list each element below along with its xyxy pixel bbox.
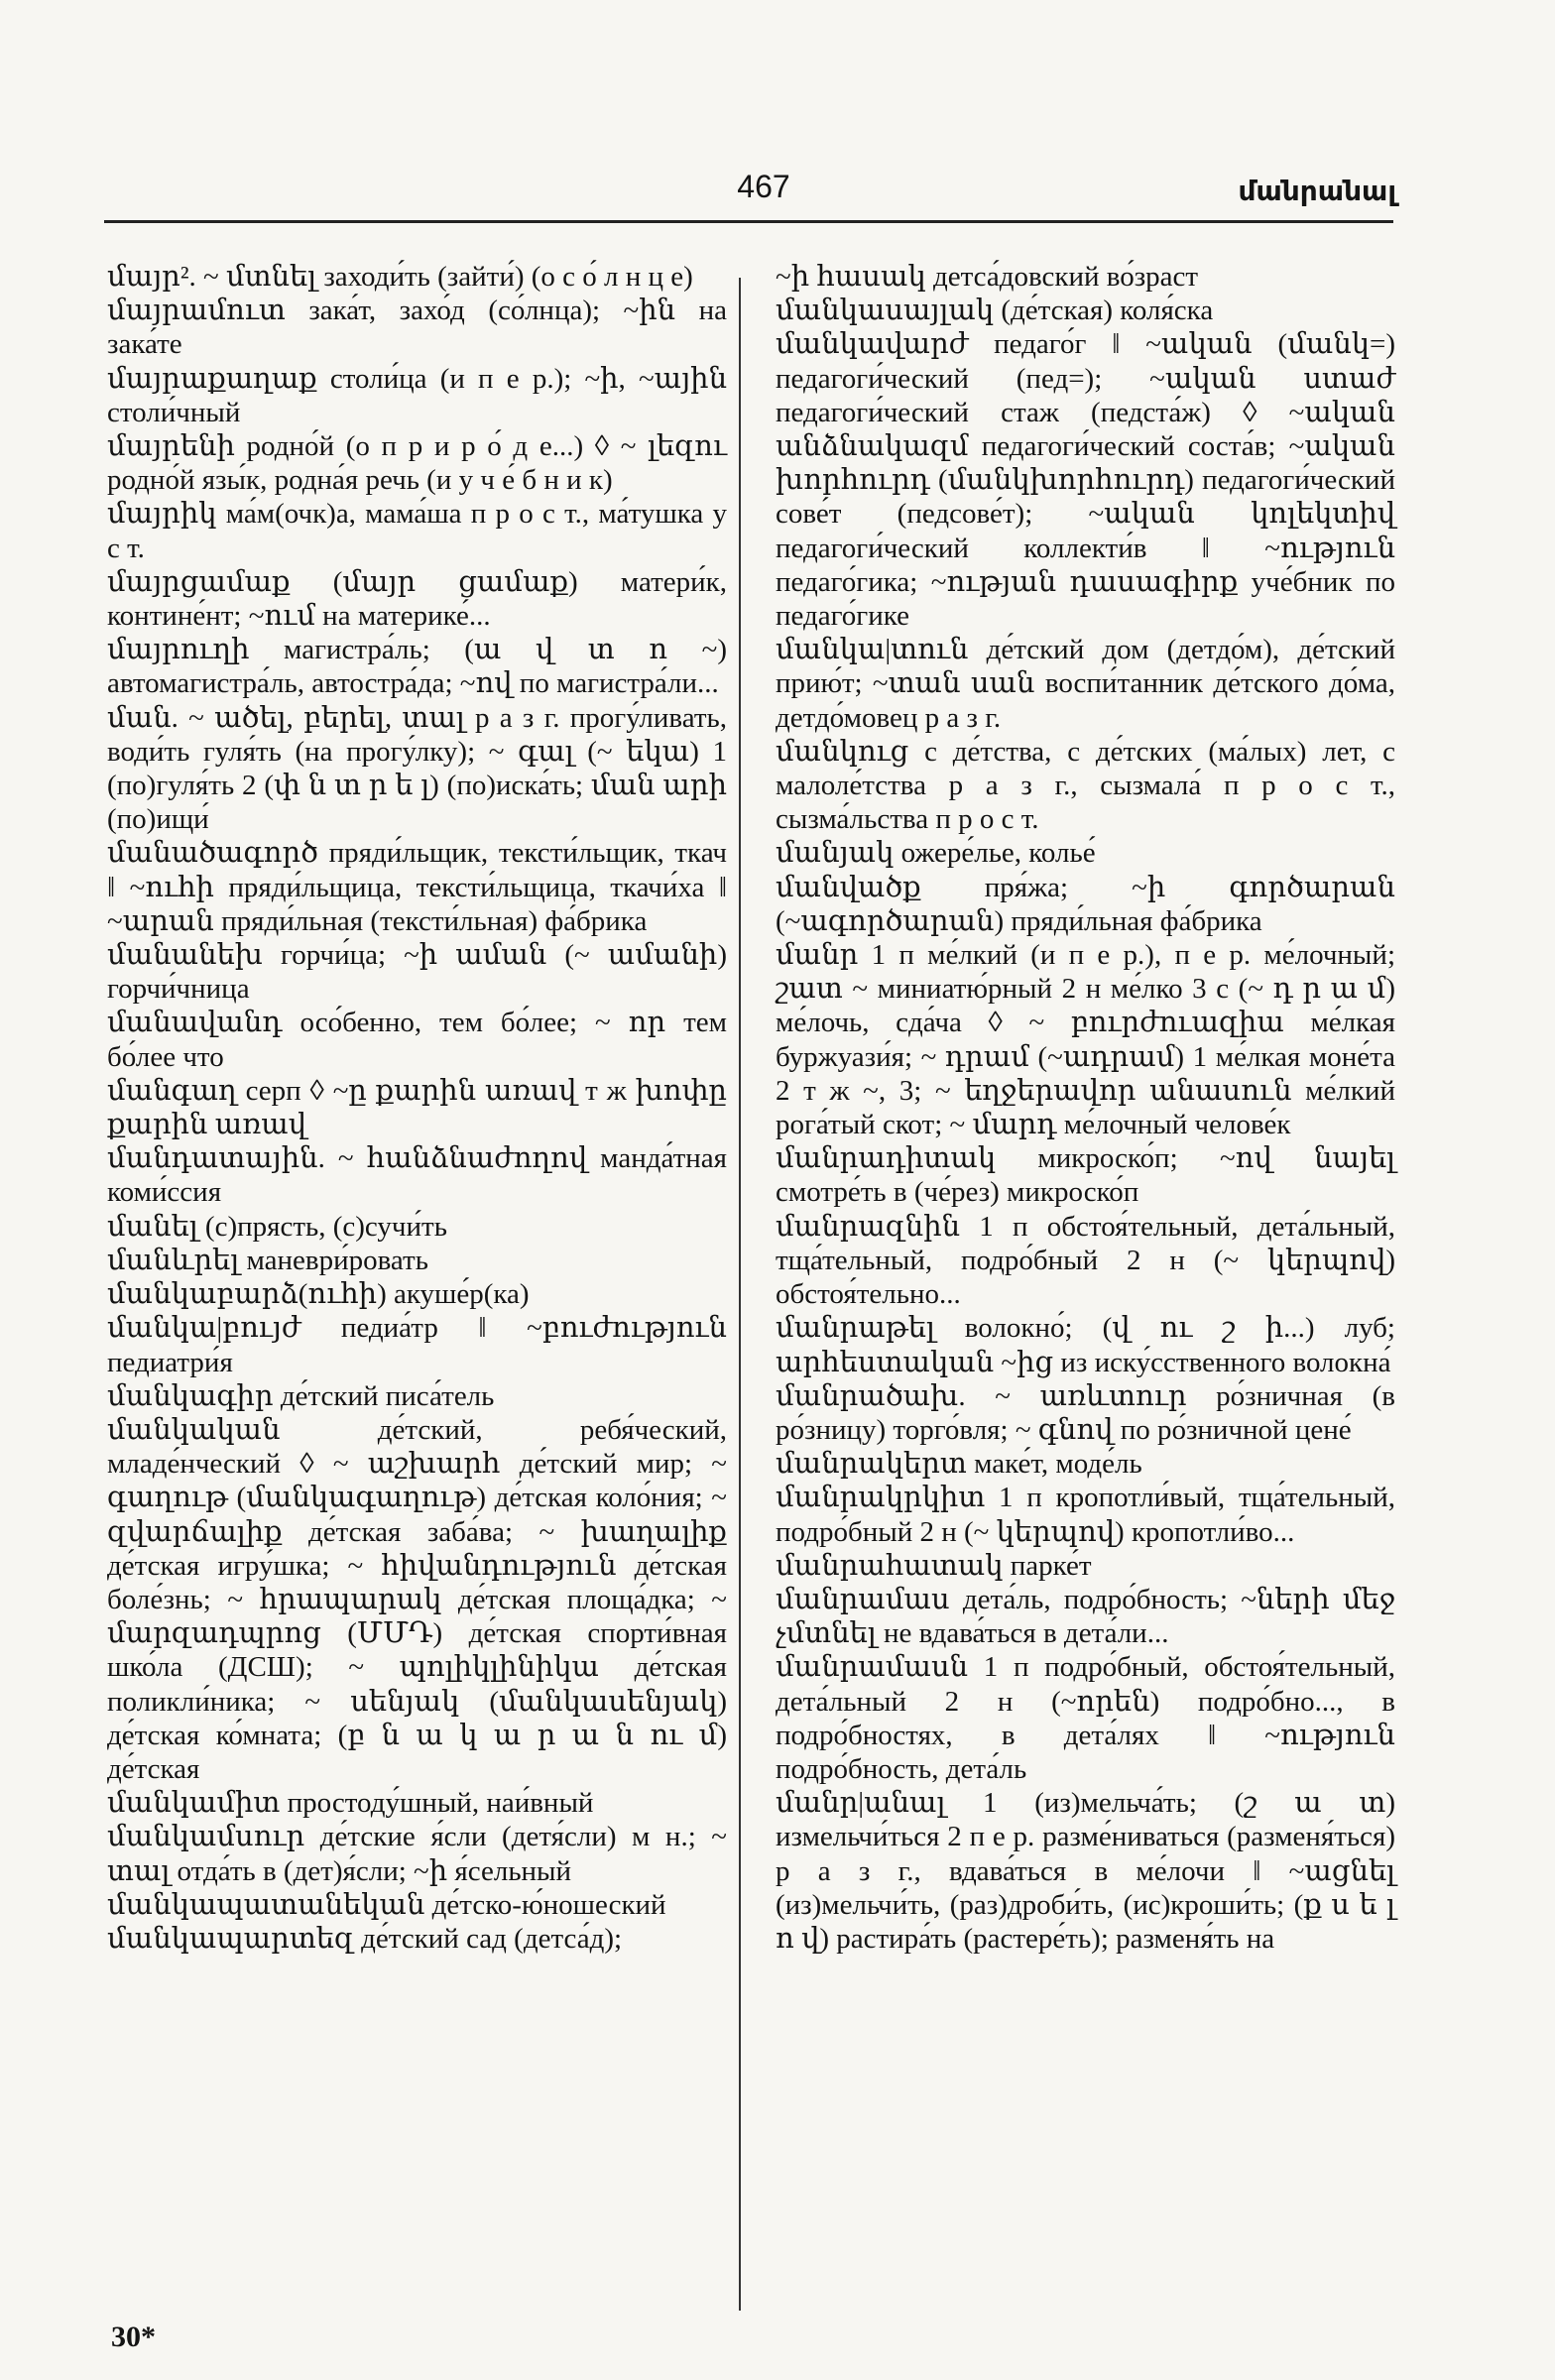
dictionary-entry: մանել (с)прясть, (с)сучи́ть <box>107 1210 447 1243</box>
dictionary-entry: մայրամուտ зака́т, захо́д (со́лнца); ~ին на зака́те <box>107 295 727 361</box>
header-rule <box>104 220 1393 223</box>
dictionary-entry: մանրածախ. ~ առևտուր ро́зничная (в ро́зницу) торго́вля; ~ գնով по ро́зничной цене́ <box>776 1379 1395 1446</box>
dictionary-entry: մայրուղի магистра́ль; (ա վ տ ո ~) автомагистра́ль, автостра́да; ~ով по магистра́ли... <box>107 634 727 700</box>
dictionary-entry: մայրաքաղաք столи́ца (и п е р.); ~ի, ~ային столи́чный <box>107 362 727 428</box>
dictionary-entry: մանկապարտեզ де́тский сад (детса́д); <box>107 1922 623 1955</box>
dictionary-entry: մանկա|տուն де́тский дом (детдо́м), де́тский прию́т; ~տան սան воспи́танник де́тского до́ма, детдо́мовец р а з г. <box>776 634 1395 734</box>
dictionary-entry: մայրիկ ма́м(очк)а, мама́ша п р о с т., ма́тушка у с т. <box>107 498 727 564</box>
dictionary-entry: մանվածք пря́жа; ~ի գործարան (~ագործարան) пряди́льная фа́брика <box>776 871 1395 937</box>
dictionary-entry: մանածագործ пряди́льщик, тексти́льщик, ткач ‖ ~ուհի пряди́льщица, тексти́льщица, ткачи́ха ‖ ~արան пряди́льная (тексти́льная) фа́брика <box>107 837 727 937</box>
running-head: մանրանալ <box>1238 175 1396 207</box>
dictionary-entry: մանկական де́тский, ребя́ческий, младе́нческий ◊ ~ աշխարհ де́тский мир; ~ գաղութ (մանկագաղութ) де́тская коло́ния; ~ զվարճալիք де́тская заба́ва; ~ խաղալիք де́тская игру́шка; ~ հիվանդություն де́тская боле́знь; ~ հրապարակ де́тская площа́дка; ~ մարզադպրոց (ՄՄԴ) де́тская спорти́вная шко́ла (ДСШ); ~ պոլիկլինիկա де́тская поликли́ника; ~ սենյակ (մանկասենյակ) де́тская ко́мната; (բ ն ա կ ա ր ա ն ու մ) де́тская <box>107 1413 727 1785</box>
dictionary-entry: մանյակ ожере́лье, колье́ <box>776 837 1096 870</box>
dictionary-entry: մանգաղ серп ◊ ~ը քարին առավ т ж խոփը քարին առավ <box>107 1074 727 1141</box>
dictionary-entry: մանր 1 п ме́лкий (и п е р.), п е р. ме́лочный; շատ ~ миниатю́рный 2 н ме́лко 3 с (~ դ ր ա մ) ме́лочь, сда́ча ◊ ~ բուրժուազիա ме́лкая буржуази́я; ~ դրամ (~ադրամ) 1 ме́лкая моне́та 2 т ж ~, 3; ~ եղջերավոր անասուն ме́лкий рога́тый скот; ~ մարդ ме́лочный челове́к <box>776 939 1395 1141</box>
dictionary-entry: մանրադիտակ микроско́п; ~ով նայել смотре́ть в (че́рез) микроско́п <box>776 1142 1395 1209</box>
dictionary-entry: մանրամասն 1 п подро́бный, обстоя́тельный, дета́льный 2 н (~որեն) подро́бно..., в подро́бностях, в дета́лях ‖ ~ություն подро́бность, дета́ль <box>776 1651 1395 1785</box>
dictionary-entry: մանկամսուր де́тские я́сли (детя́сли) м н.; ~ տալ отда́ть в (дет)я́сли; ~ի я́сельный <box>107 1821 727 1887</box>
right-column <box>776 260 1395 1956</box>
dictionary-entry: մանկաբարձ(ուհի) акуше́р(ка) <box>107 1278 530 1311</box>
column-divider <box>739 278 741 2311</box>
dictionary-entry: մանկուց с де́тства, с де́тских (ма́лых) лет, с малоле́тства р а з г., сызмала́ п р о с т., сызма́льства п р о с т. <box>776 735 1395 836</box>
dictionary-entry: ման. ~ ածել, բերել, տալ р а з г. прогу́ливать, води́ть гуля́ть (на прогу́лку); ~ գալ (~ եկա) 1 (по)гуля́ть 2 (փ ն տ ր ե լ) (по)иска́ть; ման արի (по)ищи́ <box>107 701 727 836</box>
dictionary-entry: մայրենի родно́й (о п р и р о́ д е...) ◊ ~ լեզու родно́й язы́к, родна́я речь (и у ч е́ б н и к) <box>107 430 727 497</box>
left-column <box>107 260 727 1956</box>
dictionary-entry: մանրամաս дета́ль, подро́бность; ~ների մեջ չմտնել не вдава́ться в дета́ли... <box>776 1583 1395 1650</box>
dictionary-entry: մանրազնին 1 п обстоя́тельный, дета́льный, тща́тельный, подро́бный 2 н (~ կերպով) обстоя́тельно... <box>776 1210 1395 1311</box>
dictionary-entry: մանևրել маневри́ровать <box>107 1244 428 1276</box>
dictionary-entry: ~ի հասակ детса́довский во́зраст <box>776 261 1199 293</box>
dictionary-entry: մանրաթել волокно́; (վ ու շ ի...) луб; արհեստական ~ից из иску́сственного волокна́ <box>776 1312 1395 1378</box>
dictionary-entry: մանկամիտ простоду́шный, наи́вный <box>107 1787 594 1820</box>
dictionary-entry: մանրակերտ маке́т, моде́ль <box>776 1448 1142 1481</box>
dictionary-entry: մանանեխ горчи́ца; ~ի աման (~ ամանի) горчи́чница <box>107 939 727 1006</box>
dictionary-entry: մանկագիր де́тский писа́тель <box>107 1379 495 1412</box>
signature-mark: 30* <box>111 2320 156 2353</box>
dictionary-entry: մանր|անալ 1 (из)мельча́ть; (շ ա տ) измельчи́ться 2 п е р. разме́ниваться (разменя́ться) р а з г., вдава́ться в ме́лочи ‖ ~ացնել (из)мельчи́ть, (раз)дроби́ть, (ис)кроши́ть; (ք ս ե լ ո վ) растира́ть (растере́ть); разменя́ть на <box>776 1787 1395 1955</box>
dictionary-entry: մանկա|բույժ педиа́тр ‖ ~բուժություն педиатри́я <box>107 1312 727 1378</box>
dictionary-entry: մայր². ~ մտնել заходи́ть (зайти́) (о с о́ л н ц е) <box>107 261 693 293</box>
dictionary-entry: մայրցամաք (մայր ցամաք) матери́к, контине́нт; ~ում на материке́... <box>107 565 727 633</box>
dictionary-entry: մանրահատակ парке́т <box>776 1549 1092 1582</box>
dictionary-entry: մանկապատանեկան де́тско-ю́ношеский <box>107 1888 666 1921</box>
dictionary-entry: մանավանդ осо́бенно, тем бо́лее; ~ որ тем бо́лее что <box>107 1007 727 1073</box>
dictionary-entry: մանրակրկիտ 1 п кропотли́вый, тща́тельный, подро́бный 2 н (~ կերպով) кропотли́во... <box>776 1482 1395 1548</box>
dictionary-entry: մանկավարժ педаго́г ‖ ~ական (մանկ=) педагоги́ческий (пед=); ~ական ստաժ педагоги́ческий стаж (педста́ж) ◊ ~ական անձնակազմ педагоги́ческий соста́в; ~ական խորհուրդ (մանկխորհուրդ) педагоги́ческий сове́т (педсове́т); ~ական կոլեկտիվ педагоги́ческий коллекти́в ‖ ~ություն педаго́гика; ~ության դասագիրք уче́бник по педаго́гике <box>776 328 1395 633</box>
page-number: 467 <box>737 169 790 204</box>
dictionary-entry: մանկասայլակ (де́тская) коля́ска <box>776 295 1214 327</box>
dictionary-entry: մանդատային. ~ հանձնաժողով манда́тная коми́ссия <box>107 1142 727 1209</box>
